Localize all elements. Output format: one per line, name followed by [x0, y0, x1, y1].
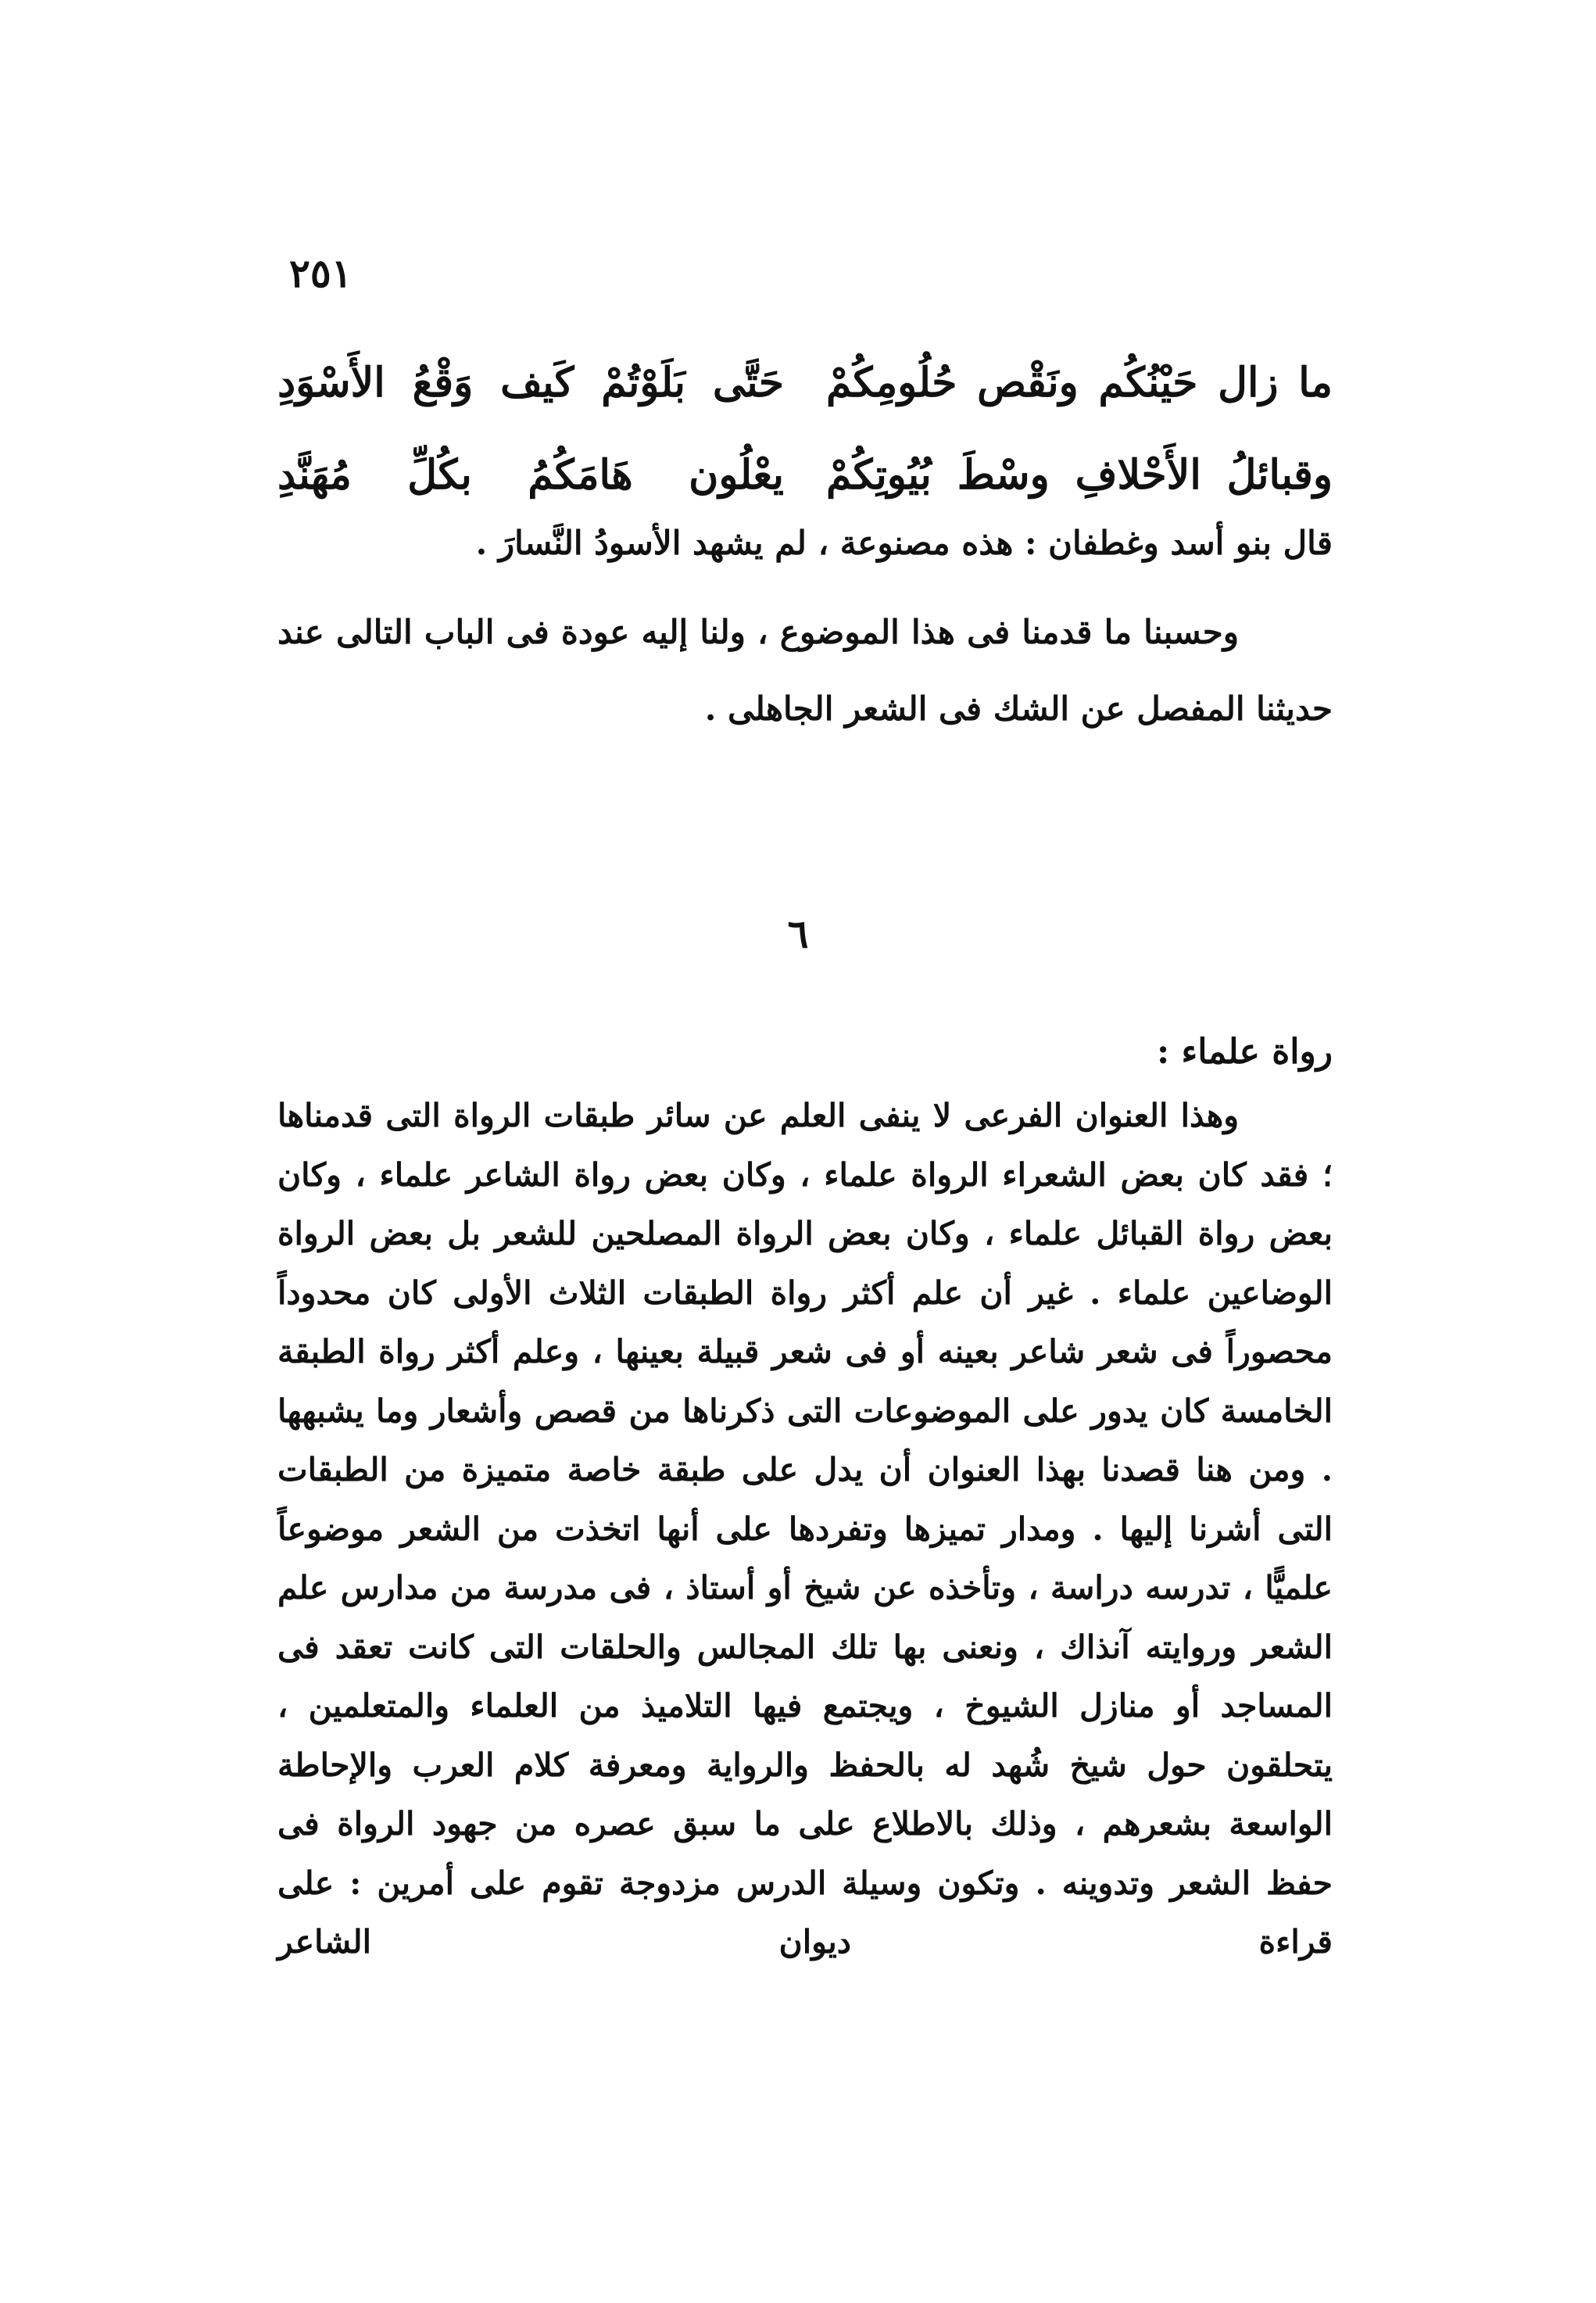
verse-2-first-hemistich: وقبائلُ الأَحْلافِ وسْطَ بُيُوتِكُمْ	[826, 450, 1333, 499]
verse-1-second-hemistich: حَتَّى بَلَوْتُمْ كَيف وَقْعُ الأَسْوَدِ	[277, 358, 784, 407]
closing-paragraph	[277, 594, 1333, 747]
section-number: ٦	[787, 911, 809, 957]
poem-verses	[277, 336, 1333, 521]
verse-line-2	[277, 428, 1333, 521]
verse-1-first-hemistich: ما زال حَيْنُكُم ونَقْص حُلُومِكُمْ	[826, 358, 1333, 407]
verse-2-second-hemistich: يعْلُون هَامَكُمُ بكُلِّ مُهَنَّدِ	[277, 450, 784, 499]
note-paragraph: قال بنو أسد وغطفان : هذه مصنوعة ، لم يشهد الأسودُ النَّسارَ .	[475, 524, 1333, 562]
section-heading: رواة علماء :	[1156, 1032, 1333, 1072]
page-number: ٢٥١	[289, 250, 352, 296]
closing-paragraph-text: وحسبنا ما قدمنا فى هذا الموضوع ، ولنا إليه عودة فى الباب التالى عند حديثنا المفصل عن الشك فى الشعر الجاهلى .	[277, 613, 1333, 728]
section-body-text: وهذا العنوان الفرعى لا ينفى العلم عن سائر طبقات الرواة التى قدمناها ؛ فقد كان بعض الشعراء الرواة علماء ، وكان بعض رواة الشاعر علماء ، وكان بعض رواة القبائل علماء ، وكان بعض الرواة المصلحين للشعر بل بعض الرواة الوضاعين علماء . غير أن علم أكثر رواة الطبقات الثلاث الأولى كان محدوداً محصوراً فى شعر شاعر بعينه أو فى شعر قبيلة بعينها ، وعلم أكثر رواة الطبقة الخامسة كان يدور على الموضوعات التى ذكرناها من قصص وأشعار وما يشبهها . ومن هنا قصدنا بهذا العنوان أن يدل على طبقة خاصة متميزة من الطبقات التى أشرنا إليها . ومدار تميزها وتفردها على أنها اتخذت من الشعر موضوعاً علميًّا ، تدرسه دراسة ، وتأخذه عن شيخ أو أستاذ ، فى مدرسة من مدارس علم الشعر وروايته آنذاك ، ونعنى بها تلك المجالس والحلقات التى كانت تعقد فى المساجد أو منازل الشيوخ ، ويجتمع فيها التلاميذ من العلماء والمتعلمين ، يتحلقون حول شيخ شُهد له بالحفظ والرواية ومعرفة كلام العرب والإحاطة الواسعة بشعرهم ، وذلك بالاطلاع على ما سبق عصره من جهود الرواة فى حفظ الشعر وتدوينه . وتكون وسيلة الدرس مزدوجة تقوم على أمرين : على قراءة ديوان الشاعر	[277, 1097, 1333, 1961]
section-body	[277, 1087, 1333, 1972]
verse-line-1	[277, 336, 1333, 428]
